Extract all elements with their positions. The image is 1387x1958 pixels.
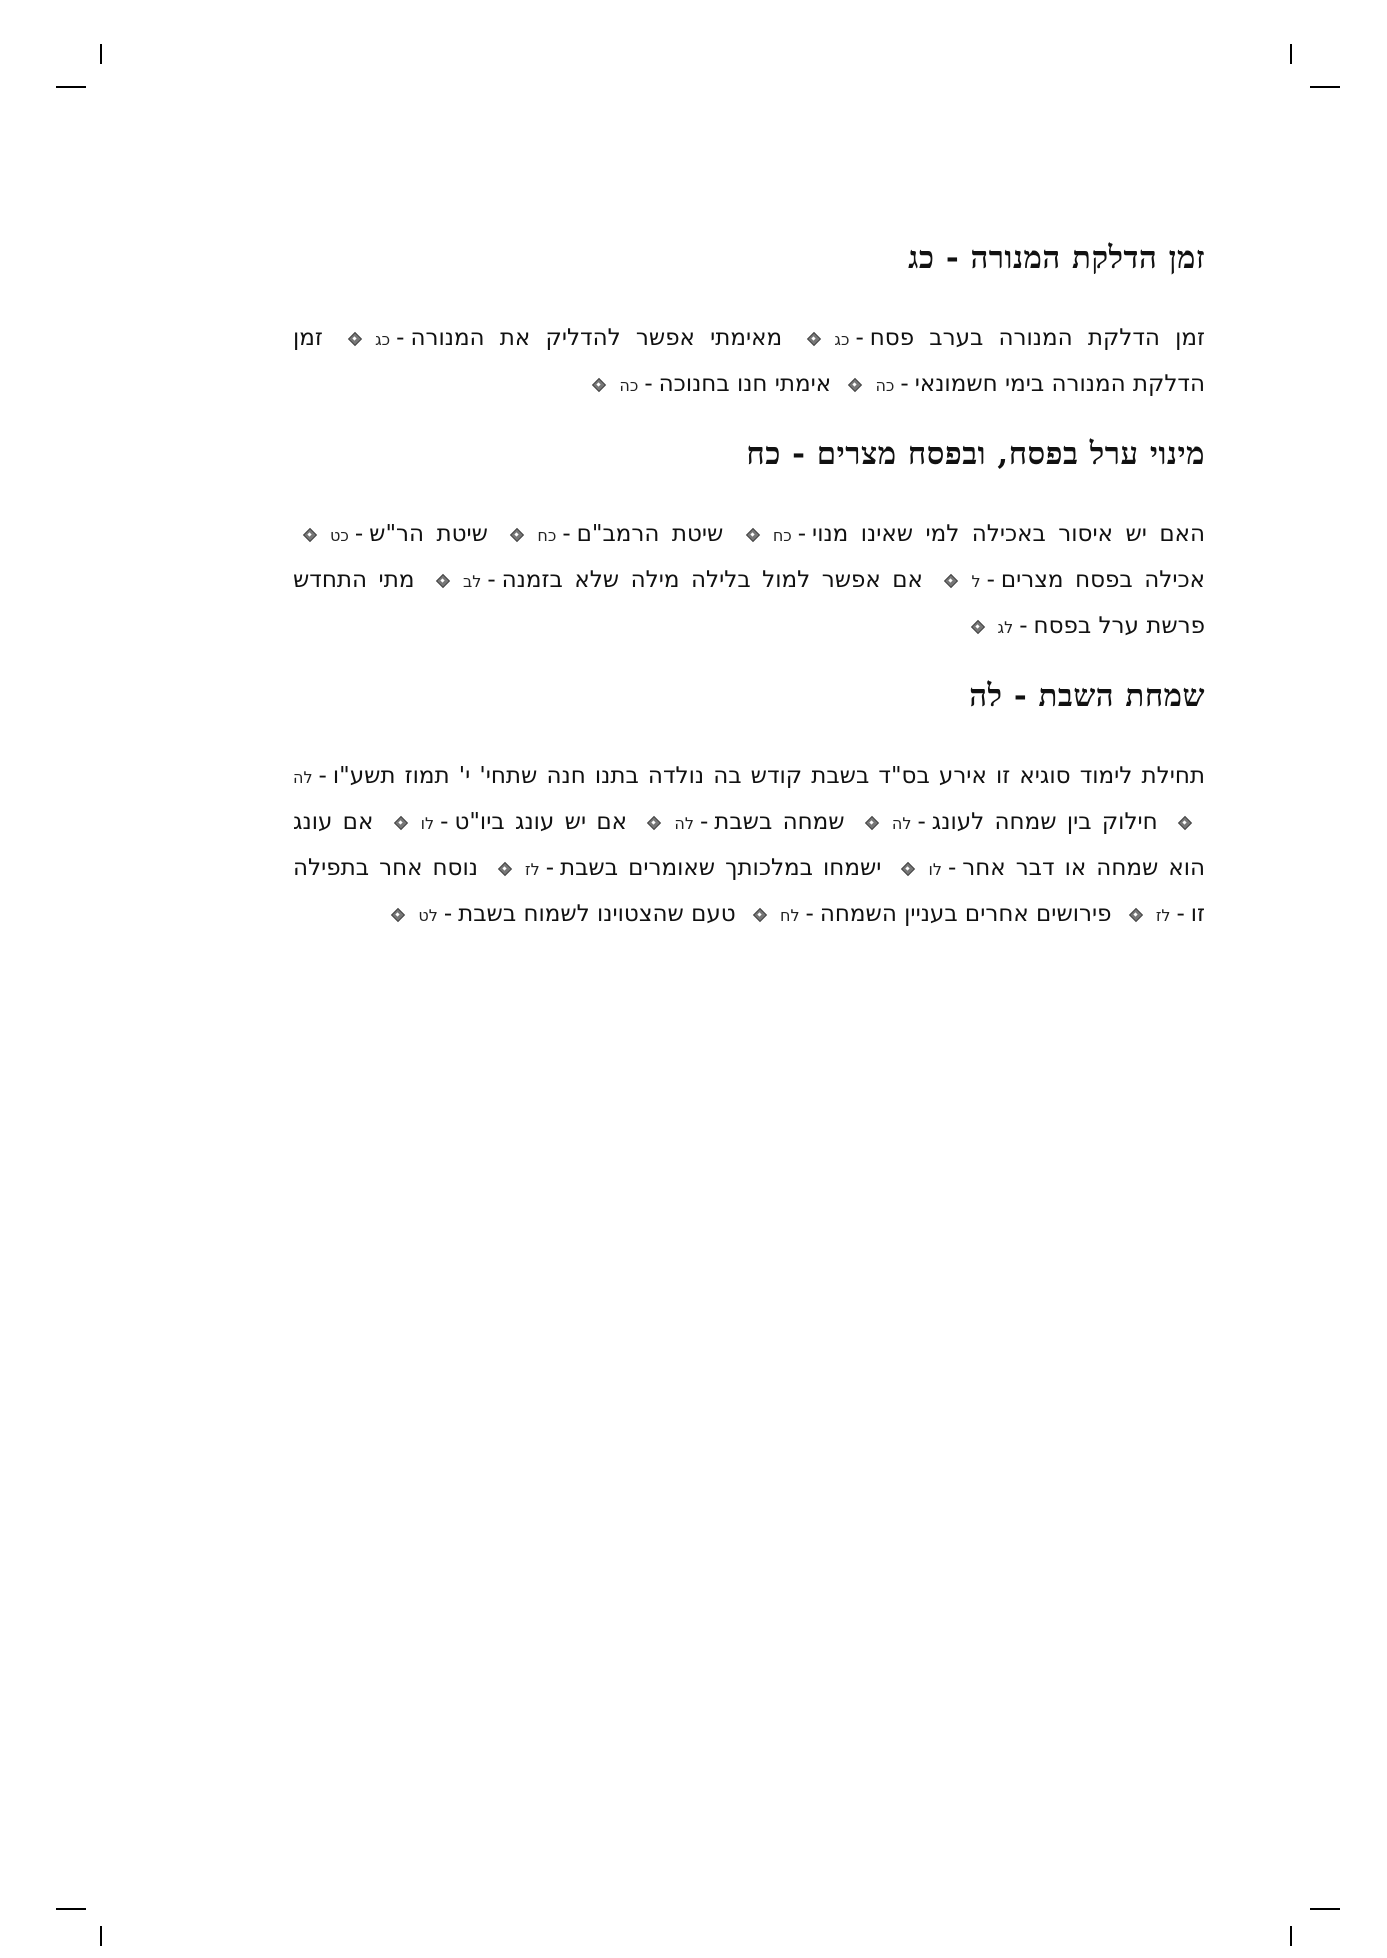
crop-mark-top-right-v xyxy=(1290,44,1292,64)
entry-title: נוסח אחר בתפילה זו xyxy=(293,855,1205,927)
entry-title: אכילה בפסח מצרים xyxy=(1000,567,1206,593)
section-heading: זמן הדלקת המנורה - כג xyxy=(908,240,1205,276)
section-entries xyxy=(293,316,1205,408)
crop-mark-bottom-right-v xyxy=(1290,1926,1292,1946)
diamond-bullet-icon xyxy=(498,862,511,875)
entry-title: שיטת הרמב"ם xyxy=(576,521,724,547)
table-of-contents xyxy=(293,240,1205,966)
section-heading: שמחת השבת - לה xyxy=(969,678,1205,714)
diamond-bullet-icon xyxy=(394,816,407,829)
entry-title: זמן הדלקת המנורה בערב פסח xyxy=(869,325,1205,351)
entry-title: שיטת הר"ש xyxy=(369,521,488,547)
diamond-bullet-icon xyxy=(348,332,361,345)
crop-mark-bottom-right-h xyxy=(1310,1908,1340,1910)
diamond-bullet-icon xyxy=(865,816,878,829)
diamond-bullet-icon xyxy=(303,528,316,541)
entry-title: אימתי חנו בחנוכה xyxy=(658,371,832,397)
entry-page: כח xyxy=(537,526,557,545)
entry-page: לה xyxy=(674,814,694,833)
toc-entry: מאימתי אפשר להדליק את המנורה-כג xyxy=(375,325,783,351)
entry-page: כה xyxy=(619,376,639,395)
diamond-bullet-icon xyxy=(592,378,605,391)
diamond-bullet-icon xyxy=(753,908,766,921)
toc-entry: אם עונג הוא שמחה או דבר אחר-לו xyxy=(293,809,1206,881)
diamond-bullet-icon xyxy=(807,332,820,345)
entry-page: לו xyxy=(928,860,942,879)
toc-entry: אם אפשר למול בלילה מילה שלא בזמנה-לב xyxy=(463,567,923,593)
diamond-bullet-icon xyxy=(971,620,984,633)
diamond-bullet-icon xyxy=(746,528,759,541)
entry-page: לו xyxy=(420,814,435,833)
entry-title: טעם שהצטוינו לשמוח בשבת xyxy=(458,901,736,927)
entry-page: ל xyxy=(971,572,981,591)
toc-entry: נוסח אחר בתפילה זו-לז xyxy=(293,855,1205,927)
entry-page: כה xyxy=(875,376,895,395)
toc-entry: שיטת הר"ש-כט xyxy=(330,521,488,547)
entry-title: אם עונג הוא שמחה או דבר אחר xyxy=(293,809,1206,881)
toc-entry: אימתי חנו בחנוכה-כה xyxy=(619,371,832,397)
entry-title: מתי התחדש פרשת ערל בפסח xyxy=(293,567,1205,639)
entry-page: כג xyxy=(375,330,391,349)
entry-page: כג xyxy=(834,330,850,349)
section-heading: מינוי ערל בפסח, ובפסח מצרים - כח xyxy=(746,436,1205,472)
toc-entry: תחילת לימוד סוגיא זו אירע בס"ד בשבת קודש בה נולדה בתנו חנה שתחי' י' תמוז תשע"ו-לה xyxy=(293,763,1205,789)
entry-page: לז xyxy=(1155,906,1171,925)
entry-title: פירושים אחרים בעניין השמחה xyxy=(819,901,1112,927)
diamond-bullet-icon xyxy=(510,528,523,541)
toc-entry: שיטת הרמב"ם-כח xyxy=(537,521,724,547)
toc-entry: טעם שהצטוינו לשמוח בשבת-לט xyxy=(418,901,736,927)
entry-page: לה xyxy=(891,814,912,833)
entry-page: לט xyxy=(418,906,438,925)
toc-entry: חילוק בין שמחה לעונג-לה xyxy=(891,809,1158,835)
toc-entry: שמחה בשבת-לה xyxy=(674,809,845,835)
entry-page: לג xyxy=(997,618,1014,637)
entry-title: אם אפשר למול בלילה מילה שלא בזמנה xyxy=(501,567,923,593)
toc-entry: אכילה בפסח מצרים-ל xyxy=(971,567,1206,593)
diamond-bullet-icon xyxy=(647,816,660,829)
entry-title: זמן הדלקת המנורה בימי חשמונאי xyxy=(293,325,1205,397)
entry-page: לז xyxy=(525,860,540,879)
diamond-bullet-icon xyxy=(901,862,914,875)
crop-mark-top-right-h xyxy=(1310,86,1340,88)
crop-mark-top-left-h xyxy=(56,86,86,88)
toc-entry: זמן הדלקת המנורה בערב פסח-כג xyxy=(834,325,1205,351)
entry-page: לב xyxy=(463,572,482,591)
crop-mark-top-left-v xyxy=(100,44,102,64)
entry-title: האם יש איסור באכילה למי שאינו מנוי xyxy=(812,521,1205,547)
diamond-bullet-icon xyxy=(391,908,404,921)
entry-page: כט xyxy=(330,526,349,545)
diamond-bullet-icon xyxy=(944,574,957,587)
entry-title: חילוק בין שמחה לעונג xyxy=(931,809,1158,835)
section-entries xyxy=(293,754,1205,938)
toc-entry: פירושים אחרים בעניין השמחה-לח xyxy=(780,901,1112,927)
entry-title: ישמחו במלכותך שאומרים בשבת xyxy=(560,855,882,881)
entry-page: כח xyxy=(772,526,792,545)
crop-mark-bottom-left-v xyxy=(100,1926,102,1946)
entry-title: אם יש עונג ביו"ט xyxy=(454,809,628,835)
toc-entry: ישמחו במלכותך שאומרים בשבת-לז xyxy=(525,855,882,881)
section-entries xyxy=(293,512,1205,650)
toc-entry: זמן הדלקת המנורה בימי חשמונאי-כה xyxy=(293,325,1205,397)
toc-entry: אם יש עונג ביו"ט-לו xyxy=(420,809,628,835)
diamond-bullet-icon xyxy=(436,574,449,587)
entry-title: תחילת לימוד סוגיא זו אירע בס"ד בשבת קודש בה נולדה בתנו חנה שתחי' י' תמוז תשע"ו xyxy=(332,763,1205,789)
entry-page: לח xyxy=(780,906,800,925)
entry-page: לה xyxy=(293,768,313,787)
diamond-bullet-icon xyxy=(1178,816,1191,829)
entry-title: שמחה בשבת xyxy=(714,809,845,835)
diamond-bullet-icon xyxy=(1129,908,1142,921)
crop-mark-bottom-left-h xyxy=(56,1908,86,1910)
toc-entry: האם יש איסור באכילה למי שאינו מנוי-כח xyxy=(772,521,1205,547)
entry-title: מאימתי אפשר להדליק את המנורה xyxy=(410,325,783,351)
diamond-bullet-icon xyxy=(848,378,861,391)
toc-entry: מתי התחדש פרשת ערל בפסח-לג xyxy=(293,567,1205,639)
